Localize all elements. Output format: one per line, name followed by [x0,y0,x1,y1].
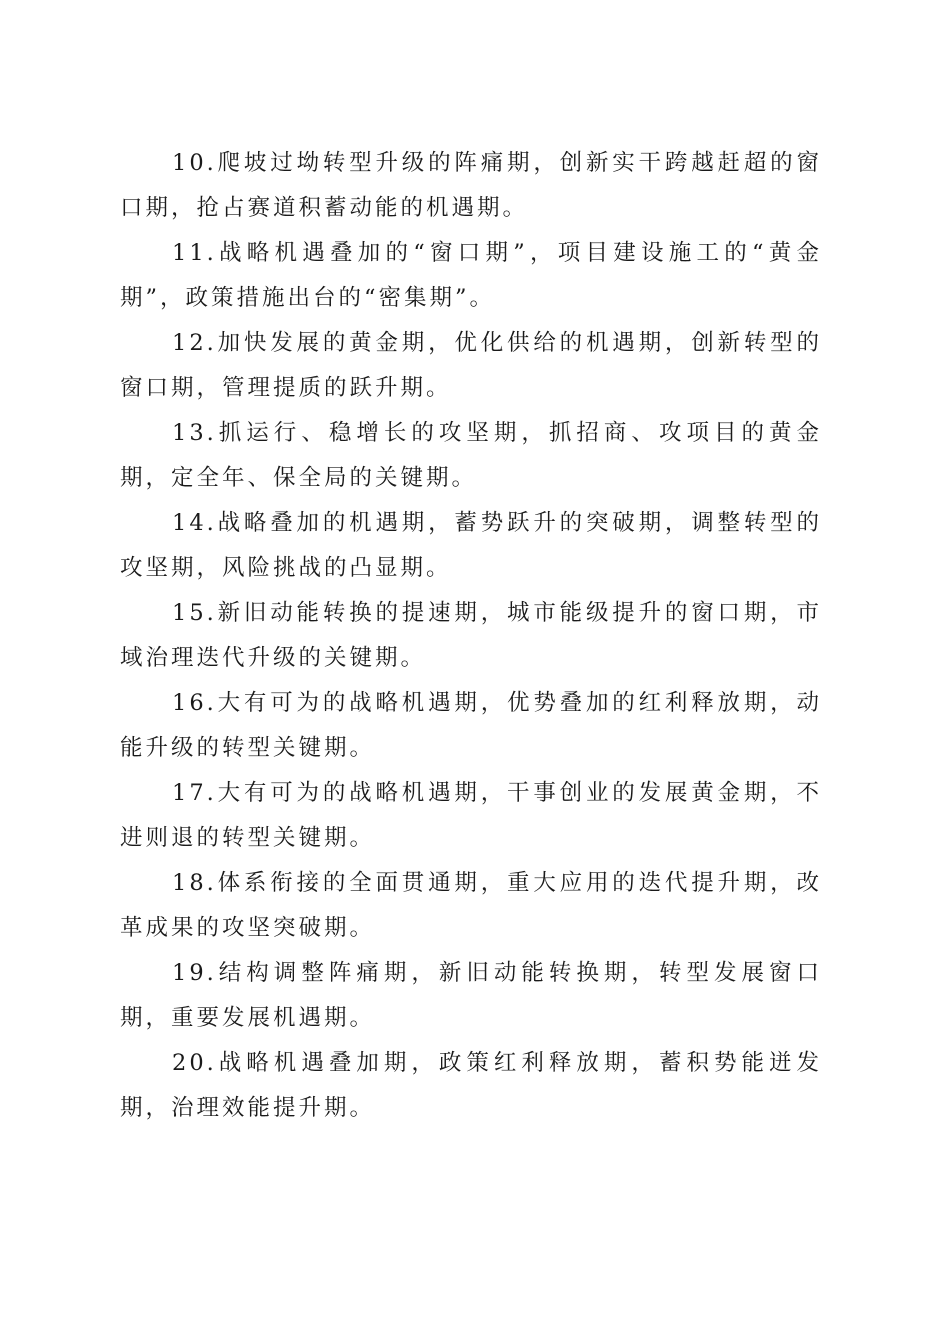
paragraph-item-10: 10.爬坡过坳转型升级的阵痛期，创新实干跨越赶超的窗口期，抢占赛道积蓄动能的机遇期。 [120,150,822,221]
paragraph-item-13: 13.抓运行、稳增长的攻坚期，抓招商、攻项目的黄金期，定全年、保全局的关键期。 [120,420,822,491]
paragraph-item-19: 19.结构调整阵痛期，新旧动能转换期，转型发展窗口期，重要发展机遇期。 [120,960,822,1031]
paragraph-item-15: 15.新旧动能转换的提速期，城市能级提升的窗口期，市域治理迭代升级的关键期。 [120,600,822,671]
paragraph-item-20: 20.战略机遇叠加期，政策红利释放期，蓄积势能迸发期，治理效能提升期。 [120,1050,822,1121]
paragraph-item-14: 14.战略叠加的机遇期，蓄势跃升的突破期，调整转型的攻坚期，风险挑战的凸显期。 [120,510,822,581]
paragraph-item-12: 12.加快发展的黄金期，优化供给的机遇期，创新转型的窗口期，管理提质的跃升期。 [120,330,822,401]
paragraph-item-16: 16.大有可为的战略机遇期，优势叠加的红利释放期，动能升级的转型关键期。 [120,690,822,761]
document-body [120,141,822,1131]
paragraph-item-18: 18.体系衔接的全面贯通期，重大应用的迭代提升期，改革成果的攻坚突破期。 [120,870,822,941]
paragraph-item-11: 11.战略机遇叠加的“窗口期”，项目建设施工的“黄金期”，政策措施出台的“密集期”。 [120,240,822,311]
paragraph-item-17: 17.大有可为的战略机遇期，干事创业的发展黄金期，不进则退的转型关键期。 [120,780,822,851]
